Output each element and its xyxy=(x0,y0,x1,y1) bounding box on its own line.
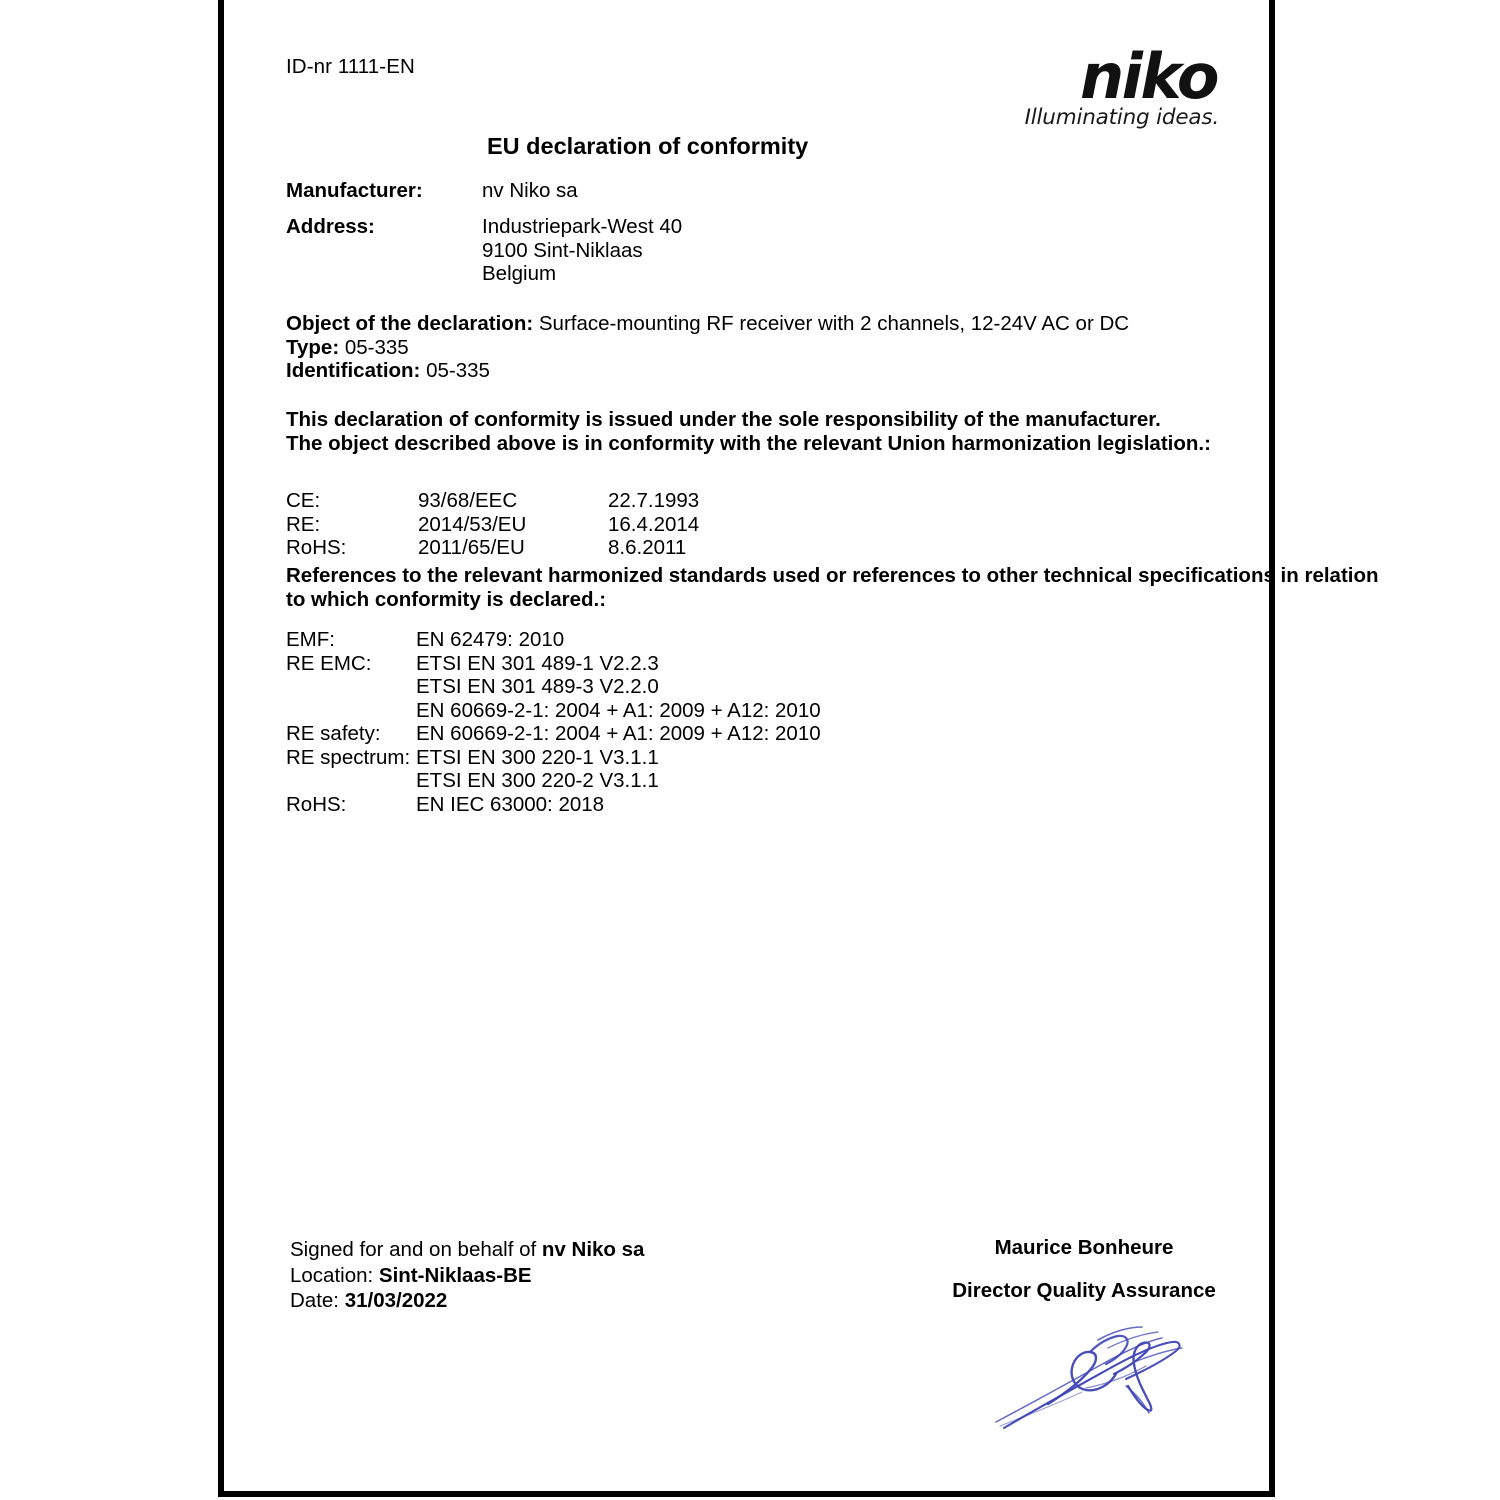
date-value: 31/03/2022 xyxy=(344,1289,448,1312)
signature-details xyxy=(290,1237,644,1314)
signed-company: nv Niko sa xyxy=(541,1238,645,1261)
standard-reference: ETSI EN 300 220-2 V3.1.1 xyxy=(416,769,659,792)
standard-reference: EN 60669-2-1: 2004 + A1: 2009 + A12: 2010 xyxy=(416,722,821,745)
directive-reference: 2011/65/EU xyxy=(418,536,525,559)
identification-label: Identification: xyxy=(286,359,421,382)
directive-reference: 2014/53/EU xyxy=(418,512,527,536)
standard-category: RoHS: xyxy=(286,792,347,816)
directive-date: 16.4.2014 xyxy=(608,512,700,536)
directive-date: 22.7.1993 xyxy=(608,489,700,512)
table-row xyxy=(286,722,821,746)
type-value: 05-335 xyxy=(344,335,409,359)
signatory-block xyxy=(924,1236,1244,1303)
directive-reference: 93/68/EEC xyxy=(418,489,518,512)
table-row xyxy=(286,769,821,793)
object-value: Surface-mounting RF receiver with 2 channels, 12-24V AC or DC xyxy=(538,312,1130,335)
statement-line-2: The object described above is in conformity with the relevant Union harmonization legislation.: xyxy=(286,431,1211,455)
page-title: EU declaration of conformity xyxy=(487,133,809,159)
table-row xyxy=(286,652,821,676)
address-line-3: Belgium xyxy=(482,262,557,285)
object-of-declaration-block xyxy=(286,312,1129,383)
identification-row xyxy=(286,359,1129,383)
references-heading xyxy=(286,564,1379,611)
object-label: Object of the declaration: xyxy=(286,312,534,335)
table-row xyxy=(286,675,821,699)
references-heading-line-2: to which conformity is declared.: xyxy=(286,587,607,611)
table-row xyxy=(286,628,821,652)
references-heading-line-1: References to the relevant harmonized standards used or references to other technical specifications in relation xyxy=(286,564,1379,587)
manufacturer-label: Manufacturer: xyxy=(286,179,423,202)
standard-reference: ETSI EN 300 220-1 V3.1.1 xyxy=(416,745,659,769)
table-row xyxy=(286,699,821,723)
standard-category: RE safety: xyxy=(286,722,381,745)
document-id-line: ID-nr 1111-EN xyxy=(286,55,415,78)
statement-line-1: This declaration of conformity is issued under the sole responsibility of the manufacturer. xyxy=(286,408,1161,431)
document-page xyxy=(218,0,1379,1497)
table-row xyxy=(286,793,821,817)
page-content xyxy=(224,0,1379,1491)
location-row xyxy=(290,1263,644,1289)
standard-category: EMF: xyxy=(286,628,335,651)
manufacturer-row xyxy=(286,179,578,203)
signatory-name: Maurice Bonheure xyxy=(994,1236,1174,1259)
address-line-2: 9100 Sint-Niklaas xyxy=(482,238,643,262)
address-row xyxy=(286,215,682,286)
responsibility-statement xyxy=(286,408,1211,455)
niko-tagline: Illuminating ideas. xyxy=(1024,105,1219,131)
directive-name: RoHS: xyxy=(286,536,347,559)
standard-reference: ETSI EN 301 489-3 V2.2.0 xyxy=(416,675,659,698)
signed-on-behalf-row xyxy=(290,1237,644,1263)
standard-reference: EN 62479: 2010 xyxy=(416,628,565,651)
table-row xyxy=(286,513,699,537)
identification-value: 05-335 xyxy=(426,359,490,382)
table-row xyxy=(286,536,699,560)
niko-logo xyxy=(1014,40,1219,131)
directives-table xyxy=(286,489,699,560)
date-label: Date: xyxy=(290,1289,345,1312)
standard-reference: EN 60669-2-1: 2004 + A1: 2009 + A12: 2010 xyxy=(416,698,821,722)
type-label: Type: xyxy=(286,335,340,359)
signed-prefix: Signed for and on behalf of xyxy=(290,1238,542,1261)
signatory-role: Director Quality Assurance xyxy=(952,1279,1216,1302)
directive-name: RE: xyxy=(286,512,321,536)
manufacturer-value: nv Niko sa xyxy=(482,179,578,202)
standard-category: RE spectrum: xyxy=(286,745,411,769)
standard-reference: EN IEC 63000: 2018 xyxy=(416,792,605,816)
address-value xyxy=(482,215,682,286)
standard-reference: ETSI EN 301 489-1 V2.2.3 xyxy=(416,651,659,675)
type-row xyxy=(286,336,1129,360)
directive-name: CE: xyxy=(286,489,321,512)
address-label: Address: xyxy=(286,215,375,238)
location-label: Location: xyxy=(290,1263,379,1287)
standard-category: RE EMC: xyxy=(286,651,372,675)
date-row xyxy=(290,1288,644,1314)
table-row xyxy=(286,489,699,513)
niko-wordmark: niko xyxy=(1079,40,1217,113)
handwritten-signature xyxy=(986,1300,1226,1440)
address-line-1: Industriepark-West 40 xyxy=(482,215,683,238)
directive-date: 8.6.2011 xyxy=(608,536,687,559)
location-value: Sint-Niklaas-BE xyxy=(378,1263,532,1287)
standards-table xyxy=(286,628,821,816)
object-row xyxy=(286,312,1129,336)
table-row xyxy=(286,746,821,770)
